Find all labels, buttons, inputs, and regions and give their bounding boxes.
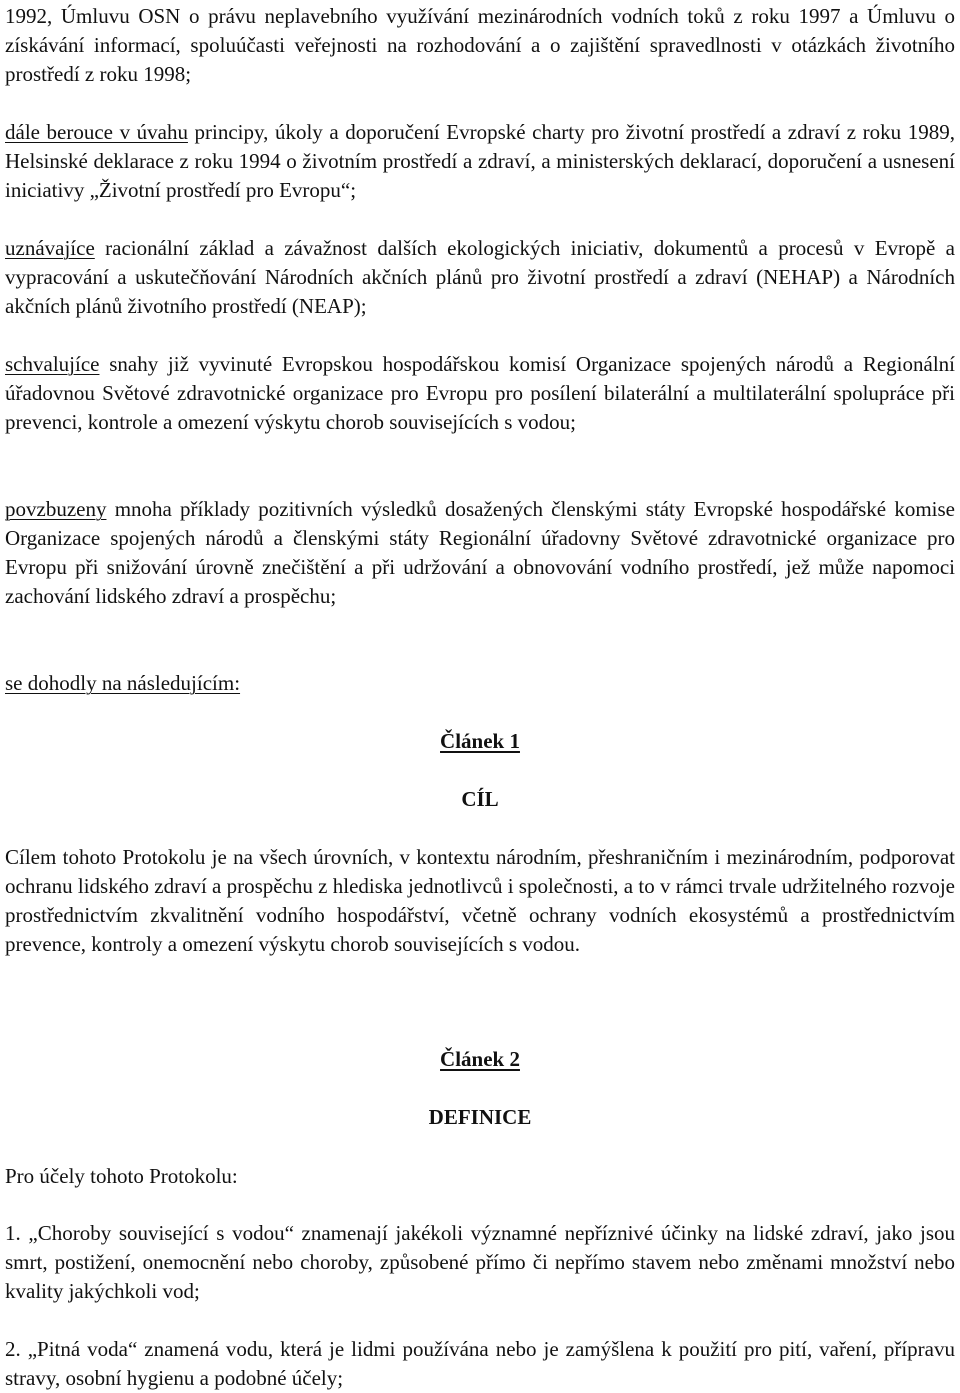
intro-paragraph: 1992, Úmluvu OSN o právu neplavebního využívání mezinárodních vodních toků z roku 1997 a Úmluvu o získávání informací, spoluúčasti veřejnosti na rozhodování a o zajištění spravedlnosti v otázkách životního prostředí z roku 1998; (5, 4, 955, 86)
recital-paragraph (5, 118, 955, 205)
agreement-line (5, 669, 955, 698)
article-1-number: Článek 1 (440, 729, 520, 753)
recital-text: snahy již vyvinuté Evropskou hospodářskou komisí Organizace spojených národů a Regionální úřadovnou Světové zdravotnické organizace pro Evropu pro posílení bilaterální a multilaterální spolupráce při prevenci, kontrole a omezení výskytu chorob souvisejících s vodou; (5, 352, 955, 434)
recital-lead: schvalujíce (5, 352, 100, 376)
article-2-intro: Pro účely tohoto Protokolu: (5, 1164, 238, 1188)
article-1-title: CÍL (461, 787, 499, 811)
recital-text: mnoha příklady pozitivních výsledků dosažených členskými státy Evropské hospodářské komise Organizace spojených národů a členskými státy Regionální úřadovny Světové zdravotnické organizace pro Evropu při snižování úrovně znečištění a při udržování a obnovování vodního prostředí, jež může napomoci zachování lidského zdraví a prospěchu; (5, 497, 955, 608)
recital-paragraph (5, 495, 955, 611)
article-1-body: Cílem tohoto Protokolu je na všech úrovních, v kontextu národním, přeshraničním i mezinárodním, podporovat ochranu lidského zdraví a prospěchu z hlediska jednotlivců i společnosti, a to v rámci trvale udržitelného rozvoje prostřednictvím zkvalitnění vodního hospodářství, včetně ochrany vodních ekosystémů a prostřednictvím prevence, kontroly a omezení výskytu chorob souvisejících s vodou. (5, 845, 955, 956)
article-2-number: Článek 2 (440, 1047, 520, 1071)
recital-text: racionální základ a závažnost dalších ekologických iniciativ, dokumentů a procesů v Evropě a vypracování a uskutečňování Národních akčních plánů pro životní prostředí a zdraví (NEHAP) a Národních akčních plánů životního prostředí (NEAP); (5, 236, 955, 318)
recital-paragraph (5, 234, 955, 321)
recital-lead: dále berouce v úvahu (5, 120, 188, 144)
agreement-text: se dohodly na následujícím: (5, 671, 241, 695)
definition-item: 2. „Pitná voda“ znamená vodu, která je lidmi používána nebo je zamýšlena k použití pro pití, vaření, přípravu stravy, osobní hygienu a podobné účely; (5, 1337, 955, 1390)
recital-lead: uznávajíce (5, 236, 95, 260)
recital-text: principy, úkoly a doporučení Evropské charty pro životní prostředí a zdraví z roku 1989, Helsinské deklarace z roku 1994 o životním prostředí a zdraví, a ministerských deklarací, doporučení a usnesení iniciativy „Životní prostředí pro Evropu“; (5, 120, 955, 202)
definition-item: 1. „Choroby související s vodou“ znamenají jakékoli významné nepříznivé účinky na lidské zdraví, jako jsou smrt, postižení, onemocnění nebo choroby, způsobené přímo či nepřímo stavem nebo změnami množství nebo kvality jakýchkoli vod; (5, 1221, 955, 1303)
article-2-title: DEFINICE (428, 1105, 532, 1129)
recital-lead: povzbuzeny (5, 497, 107, 521)
recital-paragraph (5, 350, 955, 437)
